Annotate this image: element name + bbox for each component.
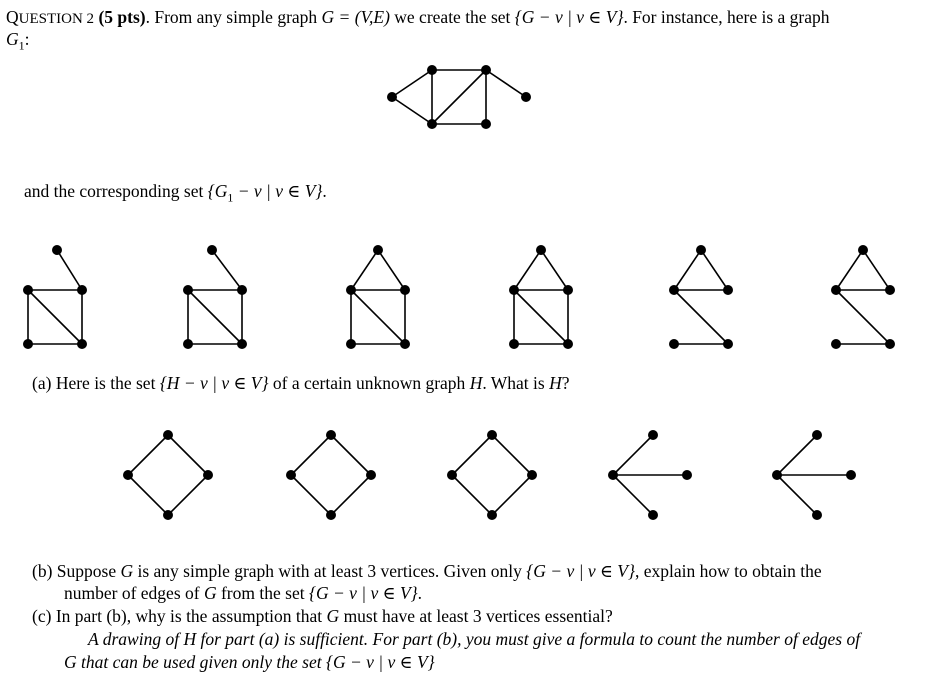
part-a-text-a: Here is the set (51, 373, 160, 393)
part-a-line (32, 372, 570, 394)
corresponding-period: . (322, 181, 327, 201)
graph-g1 (380, 60, 540, 135)
part-c-line (32, 605, 613, 627)
g1-label-line (6, 28, 30, 57)
g1-minus-v-5 (666, 240, 741, 350)
part-a-marker: (a) (32, 373, 52, 393)
question-label-initial: Q (6, 7, 19, 27)
part-b-line-2 (64, 582, 422, 604)
part-a-var: H (469, 373, 483, 393)
g1-label: G (6, 29, 19, 49)
intro-math-graph: G = (V,E) (321, 7, 390, 27)
intro-text-c: . For instance, here is a graph (623, 7, 830, 27)
intro-text-a: . From any simple graph (145, 7, 322, 27)
corresponding-math: {G (207, 181, 228, 201)
corresponding-subscript: 1 (227, 190, 234, 205)
question-points: (5 pts) (98, 7, 146, 27)
part-c-var: G (326, 606, 340, 626)
g1-subscript: 1 (18, 38, 25, 53)
intro-math-set: {G − v | v ∈ V} (514, 7, 624, 27)
part-c-text-b: must have at least 3 vertices essential? (339, 606, 613, 626)
g1-minus-v-1 (20, 240, 95, 350)
note-line-1: A drawing of H for part (a) is sufficient. For part (b), you must give a formula to count the number of edges of (88, 629, 861, 649)
g1-minus-v-2 (180, 240, 255, 350)
part-b-line2-math: {G − v | v ∈ V} (308, 583, 418, 603)
note-line-2-math: {G − v | v ∈ V} (325, 652, 435, 672)
corresponding-text: and the corresponding set (24, 181, 208, 201)
corresponding-math-rest: − v | v ∈ V} (233, 181, 323, 201)
part-a-text-c: . What is (482, 373, 550, 393)
h-minus-v-1 (120, 425, 220, 525)
part-b-line2-c: . (417, 583, 423, 603)
g1-minus-v-3 (343, 240, 418, 350)
part-a-var2: H (549, 373, 562, 393)
part-b-text-c: , explain how to obtain the (634, 561, 822, 581)
graph-g1-edges (392, 70, 526, 124)
note-line-2 (64, 651, 435, 673)
question-intro-line (6, 6, 830, 30)
corresponding-set-line (24, 180, 327, 209)
part-b-math: {G − v | v ∈ V} (526, 561, 635, 581)
part-b-text-b: is any simple graph with at least 3 vertices. Given only (133, 561, 527, 581)
part-b-line2-b: from the set (216, 583, 309, 603)
g1-colon: : (24, 29, 30, 49)
part-b-line2-a: number of edges of (64, 583, 204, 603)
g1-minus-v-6 (828, 240, 903, 350)
note-line-2-text: G that can be used given only the set (64, 652, 326, 672)
part-b-line-1 (32, 560, 822, 582)
question-label: UESTION 2 (18, 11, 95, 27)
part-c-text-a: In part (b), why is the assumption that (51, 606, 327, 626)
part-a-math: {H − v | v ∈ V} (159, 373, 269, 393)
intro-text-b: we create the set (389, 7, 515, 27)
part-b-text-a: Suppose (52, 561, 121, 581)
part-a-text-b: of a certain unknown graph (268, 373, 470, 393)
g1-minus-v-4 (506, 240, 581, 350)
h-minus-v-3 (444, 425, 544, 525)
h-minus-v-4 (605, 425, 705, 525)
part-a-qmark: ? (561, 373, 570, 393)
part-c-marker: (c) (32, 606, 52, 626)
h-minus-v-2 (283, 425, 383, 525)
part-b-var: G (120, 561, 134, 581)
part-b-line2-var: G (203, 583, 217, 603)
part-b-marker: (b) (32, 561, 53, 581)
h-minus-v-5 (769, 425, 869, 525)
